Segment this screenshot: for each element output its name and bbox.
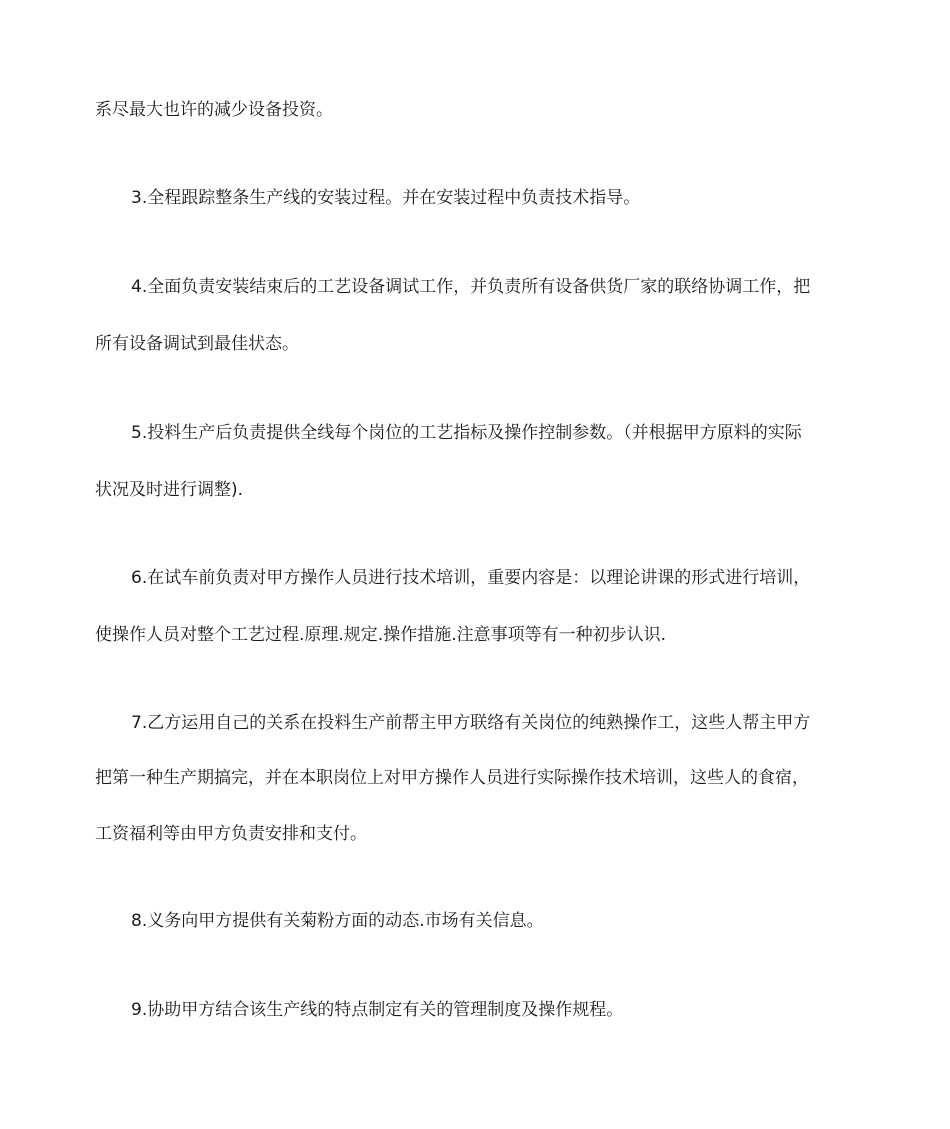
paragraph-line: 工资福利等由甲方负责安排和支付。 (95, 824, 367, 844)
paragraph-line: 把第一种生产期搞完，并在本职岗位上对甲方操作人员进行实际操作技术培训，这些人的食宿， (95, 768, 809, 788)
paragraph-item-6: 6.在试车前负责对甲方操作人员进行技术培训，重要内容是：以理论讲课的形式进行培训， (131, 568, 811, 588)
paragraph-line: 系尽最大也许的减少设备投资。 (95, 100, 333, 120)
paragraph-item-7: 7.乙方运用自己的关系在投料生产前帮主甲方联络有关岗位的纯熟操作工，这些人帮主甲方 (131, 713, 811, 733)
paragraph-line: 使操作人员对整个工艺过程.原理.规定.操作措施.注意事项等有一种初步认识. (95, 625, 667, 645)
paragraph-item-4: 4.全面负责安装结束后的工艺设备调试工作，并负责所有设备供货厂家的联络协调工作，把 (131, 277, 811, 297)
paragraph-line: 所有设备调试到最佳状态。 (95, 334, 299, 354)
paragraph-item-8: 8.义务向甲方提供有关菊粉方面的动态.市场有关信息。 (131, 911, 544, 931)
paragraph-item-5: 5.投料生产后负责提供全线每个岗位的工艺指标及操作控制参数。（并根据甲方原料的实际 (131, 423, 802, 443)
paragraph-item-3: 3.全程跟踪整条生产线的安装过程。并在安装过程中负责技术指导。 (131, 188, 641, 208)
paragraph-item-9: 9.协助甲方结合该生产线的特点制定有关的管理制度及操作规程。 (131, 1000, 624, 1020)
paragraph-line: 状况及时进行调整). (95, 480, 244, 500)
